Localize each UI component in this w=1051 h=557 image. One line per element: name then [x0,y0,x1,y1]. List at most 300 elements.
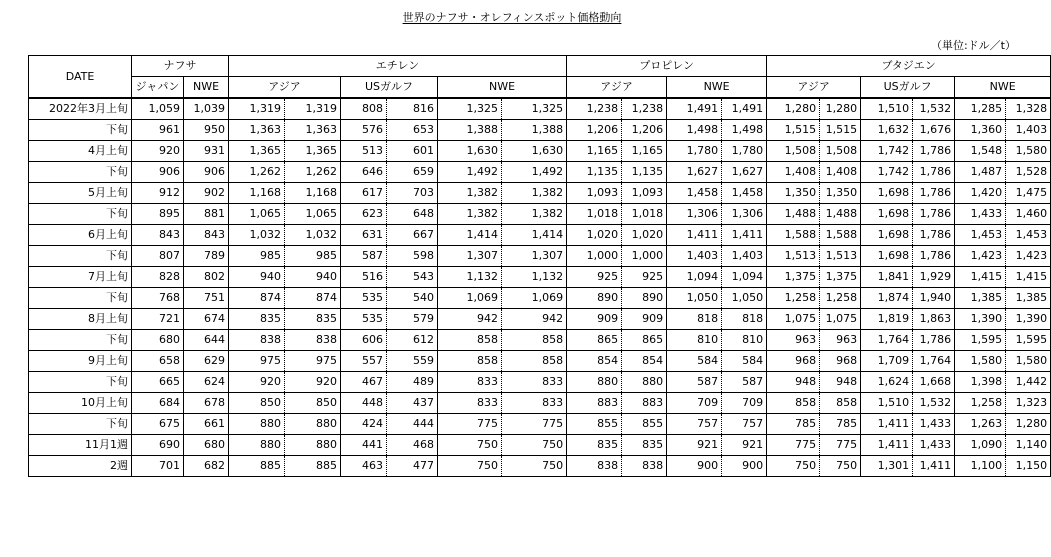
price-cell: 584 [722,351,767,372]
price-cell: 1,325 [438,98,502,120]
price-cell: 833 [438,393,502,414]
price-cell: 816 [387,98,438,120]
price-cell: 559 [387,351,438,372]
price-cell: 680 [132,330,184,351]
price-cell: 1,632 [861,120,913,141]
price-cell: 975 [229,351,285,372]
price-cell: 810 [667,330,722,351]
price-cell: 1,069 [502,288,567,309]
price-cell: 1,627 [667,162,722,183]
price-cell: 843 [184,225,229,246]
price-cell: 1,515 [820,120,861,141]
price-cell: 1,301 [861,456,913,477]
price-cell: 1,698 [861,225,913,246]
price-cell: 833 [502,393,567,414]
price-cell: 750 [820,456,861,477]
price-cell: 890 [622,288,667,309]
price-cell: 1,940 [913,288,955,309]
price-cell: 1,491 [722,98,767,120]
price-cell: 1,408 [767,162,820,183]
price-cell: 807 [132,246,184,267]
price-cell: 833 [438,372,502,393]
price-cell: 833 [502,372,567,393]
price-cell: 1,423 [955,246,1006,267]
price-cell: 1,411 [861,435,913,456]
price-cell: 489 [387,372,438,393]
subheader-naphtha-japan: ジャパン [132,77,184,99]
price-cell: 1,168 [229,183,285,204]
price-cell: 858 [767,393,820,414]
price-cell: 1,411 [861,414,913,435]
price-cell: 1,786 [913,183,955,204]
price-cell: 477 [387,456,438,477]
price-cell: 843 [132,225,184,246]
price-cell: 858 [820,393,861,414]
price-cell: 1,742 [861,162,913,183]
price-cell: 1,280 [820,98,861,120]
price-cell: 587 [667,372,722,393]
row-date: 下旬 [29,204,132,225]
price-cell: 1,365 [285,141,341,162]
price-cell: 1,090 [955,435,1006,456]
price-cell: 1,420 [955,183,1006,204]
table-body [29,98,1051,477]
price-cell: 1,863 [913,309,955,330]
price-cell: 659 [387,162,438,183]
price-cell: 424 [341,414,387,435]
price-cell: 858 [438,351,502,372]
price-cell: 1,513 [820,246,861,267]
price-cell: 785 [767,414,820,435]
row-date: 下旬 [29,372,132,393]
price-cell: 1,580 [955,351,1006,372]
price-cell: 818 [722,309,767,330]
price-cell: 513 [341,141,387,162]
price-cell: 931 [184,141,229,162]
price-cell: 1,388 [502,120,567,141]
price-cell: 855 [567,414,622,435]
price-cell: 623 [341,204,387,225]
price-cell: 1,580 [1006,351,1051,372]
price-cell: 1,020 [567,225,622,246]
price-cell: 1,382 [502,204,567,225]
price-cell: 1,475 [1006,183,1051,204]
price-cell: 612 [387,330,438,351]
price-cell: 448 [341,393,387,414]
price-cell: 1,262 [229,162,285,183]
price-cell: 1,528 [1006,162,1051,183]
price-cell: 880 [229,414,285,435]
price-cell: 629 [184,351,229,372]
price-cell: 680 [184,435,229,456]
row-date: 下旬 [29,330,132,351]
price-cell: 1,039 [184,98,229,120]
price-cell: 1,458 [722,183,767,204]
price-cell: 467 [341,372,387,393]
price-cell: 1,508 [820,141,861,162]
table-row [29,183,1051,204]
price-cell: 750 [767,456,820,477]
price-cell: 1,698 [861,246,913,267]
price-cell: 540 [387,288,438,309]
price-cell: 850 [285,393,341,414]
price-cell: 1,132 [502,267,567,288]
price-cell: 1,306 [722,204,767,225]
price-cell: 1,698 [861,204,913,225]
price-cell: 751 [184,288,229,309]
price-cell: 885 [285,456,341,477]
row-date: 下旬 [29,162,132,183]
price-cell: 855 [622,414,667,435]
price-cell: 963 [820,330,861,351]
price-cell: 1,375 [820,267,861,288]
price-cell: 1,764 [913,351,955,372]
price-cell: 1,403 [1006,120,1051,141]
price-cell: 1,093 [622,183,667,204]
price-cell: 1,433 [913,435,955,456]
price-cell: 721 [132,309,184,330]
price-cell: 1,262 [285,162,341,183]
price-cell: 835 [622,435,667,456]
price-cell: 1,874 [861,288,913,309]
price-cell: 463 [341,456,387,477]
price-cell: 444 [387,414,438,435]
table-row [29,435,1051,456]
price-cell: 1,780 [667,141,722,162]
subheader-butadiene-usgulf: USガルフ [861,77,955,99]
price-cell: 838 [567,456,622,477]
price-cell: 880 [229,435,285,456]
price-cell: 1,280 [767,98,820,120]
table-row [29,267,1051,288]
price-cell: 1,498 [667,120,722,141]
table-row [29,372,1051,393]
price-cell: 925 [567,267,622,288]
price-cell: 1,786 [913,330,955,351]
price-cell: 1,786 [913,246,955,267]
price-cell: 1,403 [722,246,767,267]
price-cell: 835 [229,309,285,330]
row-date: 8月上旬 [29,309,132,330]
price-cell: 1,398 [955,372,1006,393]
price-cell: 1,140 [1006,435,1051,456]
subheader-ethylene-nwe: NWE [438,77,567,99]
price-cell: 1,050 [667,288,722,309]
price-cell: 1,075 [820,309,861,330]
price-cell: 1,263 [955,414,1006,435]
price-cell: 557 [341,351,387,372]
price-cell: 1,458 [667,183,722,204]
subheader-naphtha-nwe: NWE [184,77,229,99]
price-cell: 1,548 [955,141,1006,162]
price-cell: 1,018 [567,204,622,225]
price-cell: 880 [622,372,667,393]
price-cell: 690 [132,435,184,456]
price-cell: 881 [184,204,229,225]
subheader-propylene-nwe: NWE [667,77,767,99]
price-cell: 1,132 [438,267,502,288]
price-cell: 1,206 [567,120,622,141]
row-date: 下旬 [29,414,132,435]
subheader-butadiene-nwe: NWE [955,77,1051,99]
price-cell: 757 [722,414,767,435]
price-cell: 858 [502,351,567,372]
price-cell: 1,433 [913,414,955,435]
table-row [29,120,1051,141]
price-cell: 921 [722,435,767,456]
price-cell: 1,780 [722,141,767,162]
price-cell: 885 [229,456,285,477]
price-cell: 1,423 [1006,246,1051,267]
price-cell: 1,382 [438,204,502,225]
price-cell: 948 [820,372,861,393]
price-cell: 1,363 [285,120,341,141]
price-cell: 1,433 [955,204,1006,225]
price-cell: 1,453 [955,225,1006,246]
price-cell: 895 [132,204,184,225]
price-cell: 646 [341,162,387,183]
price-cell: 1,050 [722,288,767,309]
price-cell: 802 [184,267,229,288]
price-cell: 576 [341,120,387,141]
price-cell: 1,238 [622,98,667,120]
price-cell: 1,929 [913,267,955,288]
price-cell: 883 [622,393,667,414]
price-cell: 1,415 [955,267,1006,288]
price-cell: 1,492 [438,162,502,183]
row-date: 下旬 [29,120,132,141]
row-date: 7月上旬 [29,267,132,288]
price-cell: 1,492 [502,162,567,183]
price-cell: 1,094 [722,267,767,288]
price-cell: 1,280 [1006,414,1051,435]
row-date: 2週 [29,456,132,477]
price-cell: 1,375 [767,267,820,288]
price-cell: 1,285 [955,98,1006,120]
price-cell: 667 [387,225,438,246]
price-cell: 775 [438,414,502,435]
price-cell: 835 [285,309,341,330]
price-table [28,55,1051,477]
price-cell: 1,075 [767,309,820,330]
price-cell: 789 [184,246,229,267]
price-cell: 1,093 [567,183,622,204]
price-cell: 1,841 [861,267,913,288]
price-cell: 1,676 [913,120,955,141]
group-header-naphtha: ナフサ [132,56,229,77]
price-cell: 535 [341,288,387,309]
price-cell: 757 [667,414,722,435]
price-cell: 1,065 [229,204,285,225]
price-cell: 1,698 [861,183,913,204]
price-cell: 709 [667,393,722,414]
price-cell: 880 [567,372,622,393]
price-cell: 1,307 [438,246,502,267]
price-cell: 1,258 [767,288,820,309]
price-cell: 1,018 [622,204,667,225]
price-cell: 900 [667,456,722,477]
price-cell: 909 [622,309,667,330]
price-cell: 775 [502,414,567,435]
price-cell: 1,624 [861,372,913,393]
table-row [29,141,1051,162]
price-cell: 880 [285,435,341,456]
table-row [29,162,1051,183]
price-cell: 1,819 [861,309,913,330]
price-cell: 1,460 [1006,204,1051,225]
price-cell: 810 [722,330,767,351]
price-cell: 1,513 [767,246,820,267]
row-date: 下旬 [29,288,132,309]
price-cell: 968 [767,351,820,372]
table-row [29,351,1051,372]
price-cell: 968 [820,351,861,372]
price-cell: 854 [622,351,667,372]
table-row [29,309,1051,330]
price-cell: 1,786 [913,204,955,225]
price-cell: 1,135 [622,162,667,183]
price-cell: 940 [229,267,285,288]
subheader-ethylene-asia: アジア [229,77,341,99]
price-cell: 1,328 [1006,98,1051,120]
price-cell: 1,411 [722,225,767,246]
price-cell: 601 [387,141,438,162]
price-cell: 1,532 [913,98,955,120]
row-date: 5月上旬 [29,183,132,204]
price-cell: 750 [502,456,567,477]
group-header-ethylene: エチレン [229,56,567,77]
price-cell: 1,595 [955,330,1006,351]
page-title: 世界のナフサ・オレフィンスポット価格動向 [402,11,622,24]
price-cell: 1,403 [667,246,722,267]
price-cell: 835 [567,435,622,456]
price-cell: 661 [184,414,229,435]
price-cell: 961 [132,120,184,141]
price-cell: 906 [132,162,184,183]
price-cell: 1,532 [913,393,955,414]
price-cell: 675 [132,414,184,435]
row-date: 9月上旬 [29,351,132,372]
price-cell: 1,390 [1006,309,1051,330]
price-cell: 1,764 [861,330,913,351]
row-date: 10月上旬 [29,393,132,414]
price-cell: 858 [438,330,502,351]
table-row [29,204,1051,225]
price-cell: 1,515 [767,120,820,141]
row-date: 11月1週 [29,435,132,456]
subheader-propylene-asia: アジア [567,77,667,99]
price-cell: 587 [722,372,767,393]
price-cell: 584 [667,351,722,372]
price-cell: 648 [387,204,438,225]
price-cell: 1,595 [1006,330,1051,351]
price-cell: 874 [229,288,285,309]
price-cell: 1,319 [285,98,341,120]
price-cell: 1,000 [567,246,622,267]
price-cell: 665 [132,372,184,393]
price-cell: 838 [622,456,667,477]
price-cell: 624 [184,372,229,393]
price-cell: 1,442 [1006,372,1051,393]
price-cell: 701 [132,456,184,477]
price-cell: 587 [341,246,387,267]
price-cell: 1,630 [438,141,502,162]
price-cell: 703 [387,183,438,204]
price-cell: 1,382 [438,183,502,204]
price-cell: 920 [229,372,285,393]
price-cell: 920 [132,141,184,162]
price-cell: 906 [184,162,229,183]
group-header-propylene: プロピレン [567,56,767,77]
price-cell: 1,668 [913,372,955,393]
sub-header-row [29,77,1051,99]
price-cell: 1,390 [955,309,1006,330]
price-cell: 985 [229,246,285,267]
price-cell: 1,408 [820,162,861,183]
price-cell: 1,453 [1006,225,1051,246]
price-cell: 437 [387,393,438,414]
price-cell: 1,488 [767,204,820,225]
price-cell: 880 [285,414,341,435]
price-cell: 1,385 [955,288,1006,309]
subheader-butadiene-asia: アジア [767,77,861,99]
price-cell: 1,487 [955,162,1006,183]
price-cell: 828 [132,267,184,288]
price-cell: 838 [285,330,341,351]
price-cell: 818 [667,309,722,330]
price-cell: 1,165 [622,141,667,162]
group-header-butadiene: ブタジエン [767,56,1051,77]
price-cell: 1,365 [229,141,285,162]
price-cell: 1,258 [820,288,861,309]
price-cell: 1,498 [722,120,767,141]
price-cell: 975 [285,351,341,372]
price-cell: 631 [341,225,387,246]
price-cell: 1,319 [229,98,285,120]
price-cell: 838 [229,330,285,351]
price-cell: 902 [184,183,229,204]
price-cell: 653 [387,120,438,141]
price-cell: 682 [184,456,229,477]
price-cell: 1,414 [438,225,502,246]
price-cell: 617 [341,183,387,204]
price-cell: 1,786 [913,162,955,183]
price-cell: 750 [438,435,502,456]
price-cell: 775 [767,435,820,456]
price-cell: 1,488 [820,204,861,225]
price-cell: 1,630 [502,141,567,162]
row-date: 6月上旬 [29,225,132,246]
group-header-row [29,56,1051,77]
price-cell: 468 [387,435,438,456]
price-cell: 1,165 [567,141,622,162]
price-cell: 1,238 [567,98,622,120]
price-cell: 1,411 [667,225,722,246]
price-cell: 1,360 [955,120,1006,141]
price-cell: 598 [387,246,438,267]
price-cell: 1,206 [622,120,667,141]
price-cell: 1,742 [861,141,913,162]
price-cell: 883 [567,393,622,414]
price-cell: 1,709 [861,351,913,372]
price-cell: 1,032 [229,225,285,246]
price-cell: 1,627 [722,162,767,183]
table-row [29,330,1051,351]
table-row [29,456,1051,477]
date-header: DATE [29,56,132,99]
price-cell: 1,414 [502,225,567,246]
price-cell: 940 [285,267,341,288]
